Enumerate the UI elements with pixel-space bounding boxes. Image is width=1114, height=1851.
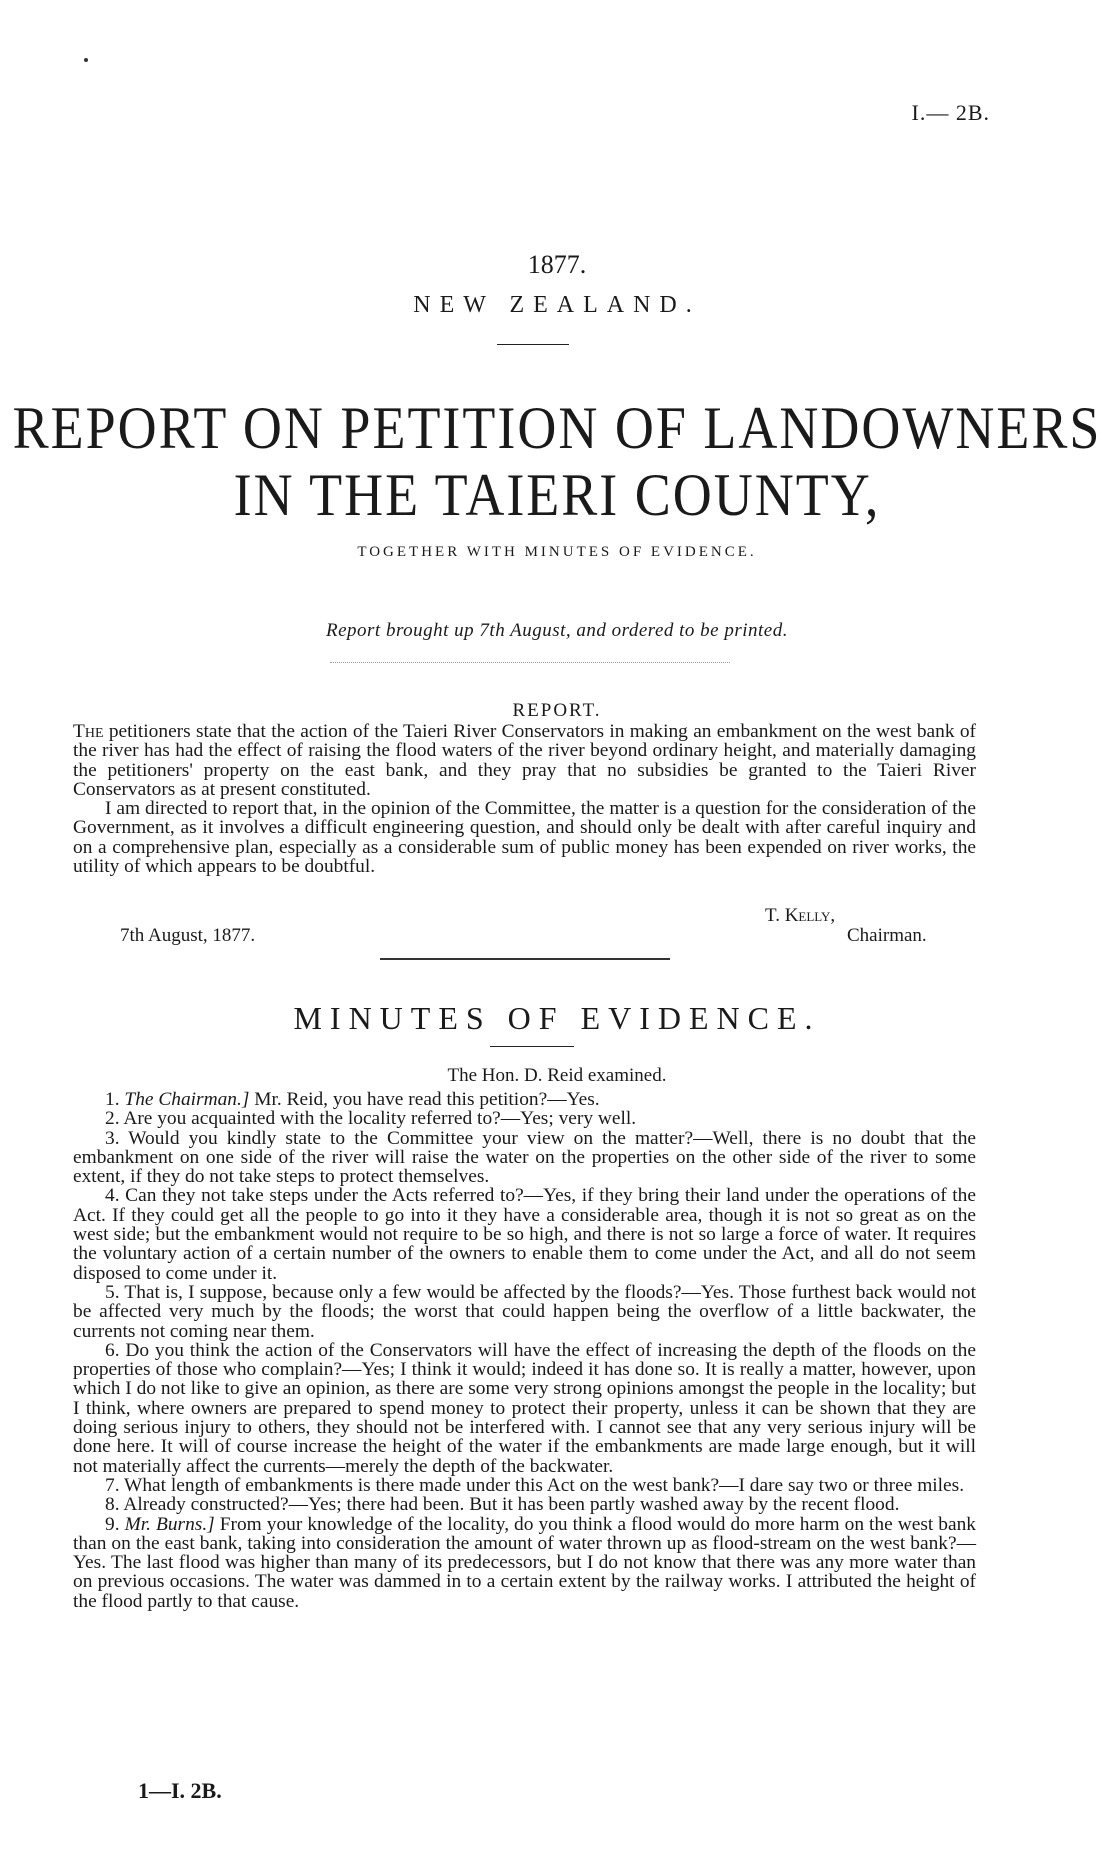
chairman-signature: T. Kelly, xyxy=(765,905,836,926)
dotted-divider xyxy=(330,662,730,663)
folio-mark: 1—I. 2B. xyxy=(138,1778,222,1803)
chairman-role: Chairman. xyxy=(847,925,927,946)
evidence-item: 5. That is, I suppose, because only a few would be affected by the floods?—Yes. Those furthest back would not be affected very much by the floods; the worst that could happen being the overflow of a little backwater, the currents not coming near them. xyxy=(73,1281,976,1342)
evidence-item: 9. Mr. Burns.] From your knowledge of the locality, do you think a flood would do more harm on the west bank than on the east bank, taking into consideration the amount of water thrown up as flood-stream on the west bank?—Yes. The last flood was higher than many of its predecessors, but I do not know that there was any more water than on previous occasions. The water was dammed in to a certain extent by the railway works. I attributed the height of the flood partly to that cause. xyxy=(73,1513,976,1612)
evidence-item: 3. Would you kindly state to the Committee your view on the matter?—Well, there is no doubt that the embankment on one side of the river will raise the water on the properties on the other side of the river to some extent, if they do not take steps to protect themselves. xyxy=(73,1127,976,1188)
evidence-item: 6. Do you think the action of the Conservators will have the effect of increasing the depth of the floods on the properties of those who complain?—Yes; I think it would; indeed it has done so. It is really a matter, however, upon which I do not like to give an opinion, as there are some very strong opinions amongst the people in the locality; but I think, where owners are prepared to spend money to protect their property, unless it can be shown that they are doing serious injury to others, they should not be interfered with. I cannot see that any very serious injury will be done here. It will of course increase the height of the water if the embankments are made large enough, but it will not materially affect the currents—merely the depth of the backwater. xyxy=(73,1339,976,1477)
report-title-line-2: IN THE TAIERI COUNTY, xyxy=(233,461,881,529)
evidence-item: 4. Can they not take steps under the Acts referred to?—Yes, if they bring their land under the operations of the Act. If they could get all the people to go into it they have a considerable area, though it is not so great as on the west side; but the embankment would not require to be so high, and there is not so large a force of water. It requires the voluntary action of a certain number of the owners to enable them to come under the Act, and all do not seem disposed to come under it. xyxy=(73,1185,976,1284)
report-paragraph: I am directed to report that, in the opinion of the Committee, the matter is a question for the consideration of the Government, as it involves a difficult engineering question, and should only be dealt with after careful inquiry and on a comprehensive plan, especially as a considerable sum of public money has been expended on river works, the utility of which appears to be doubtful. xyxy=(73,798,976,878)
evidence-item: 2. Are you acquainted with the locality referred to?—Yes; very well. xyxy=(105,1108,637,1130)
witness-line: The Hon. D. Reid examined. xyxy=(447,1065,667,1086)
evidence-item: 8. Already constructed?—Yes; there had been. But it has been partly washed away by the recent flood. xyxy=(105,1494,900,1516)
report-subtitle: TOGETHER WITH MINUTES OF EVIDENCE. xyxy=(357,544,757,560)
year-heading: 1877. xyxy=(527,250,587,279)
report-date: 7th August, 1877. xyxy=(120,925,256,946)
drop-lead-word: The xyxy=(73,721,104,742)
section-rule xyxy=(380,958,670,960)
evidence-item: 1. The Chairman.] Mr. Reid, you have read this petition?—Yes. xyxy=(105,1089,600,1110)
country-heading: NEW ZEALAND. xyxy=(413,292,701,318)
page-reference: I.— 2B. xyxy=(911,100,990,125)
evidence-body xyxy=(73,1090,976,1611)
report-title-line-1: REPORT ON PETITION OF LANDOWNERS xyxy=(12,394,1102,462)
report-heading: REPORT. xyxy=(512,700,602,721)
printing-note: Report brought up 7th August, and ordered to be printed. xyxy=(326,620,788,641)
ink-speck xyxy=(84,58,88,62)
minutes-heading: MINUTES OF EVIDENCE. xyxy=(293,1000,821,1036)
divider-rule xyxy=(497,344,569,345)
report-paragraph: The petitioners state that the action of the Taieri River Conservators in making an embankment on the west bank of the river has had the effect of raising the flood waters of the river beyond ordinary height, and materially damaging the petitioners' property on the east bank, and they pray that no subsidies be granted to the Taieri River Conservators as at present constituted. xyxy=(73,721,976,800)
evidence-item: 7. What length of embankments is there made under this Act on the west bank?—I dare say two or three miles. xyxy=(105,1474,965,1496)
report-body xyxy=(73,722,976,876)
divider-rule xyxy=(490,1046,574,1047)
